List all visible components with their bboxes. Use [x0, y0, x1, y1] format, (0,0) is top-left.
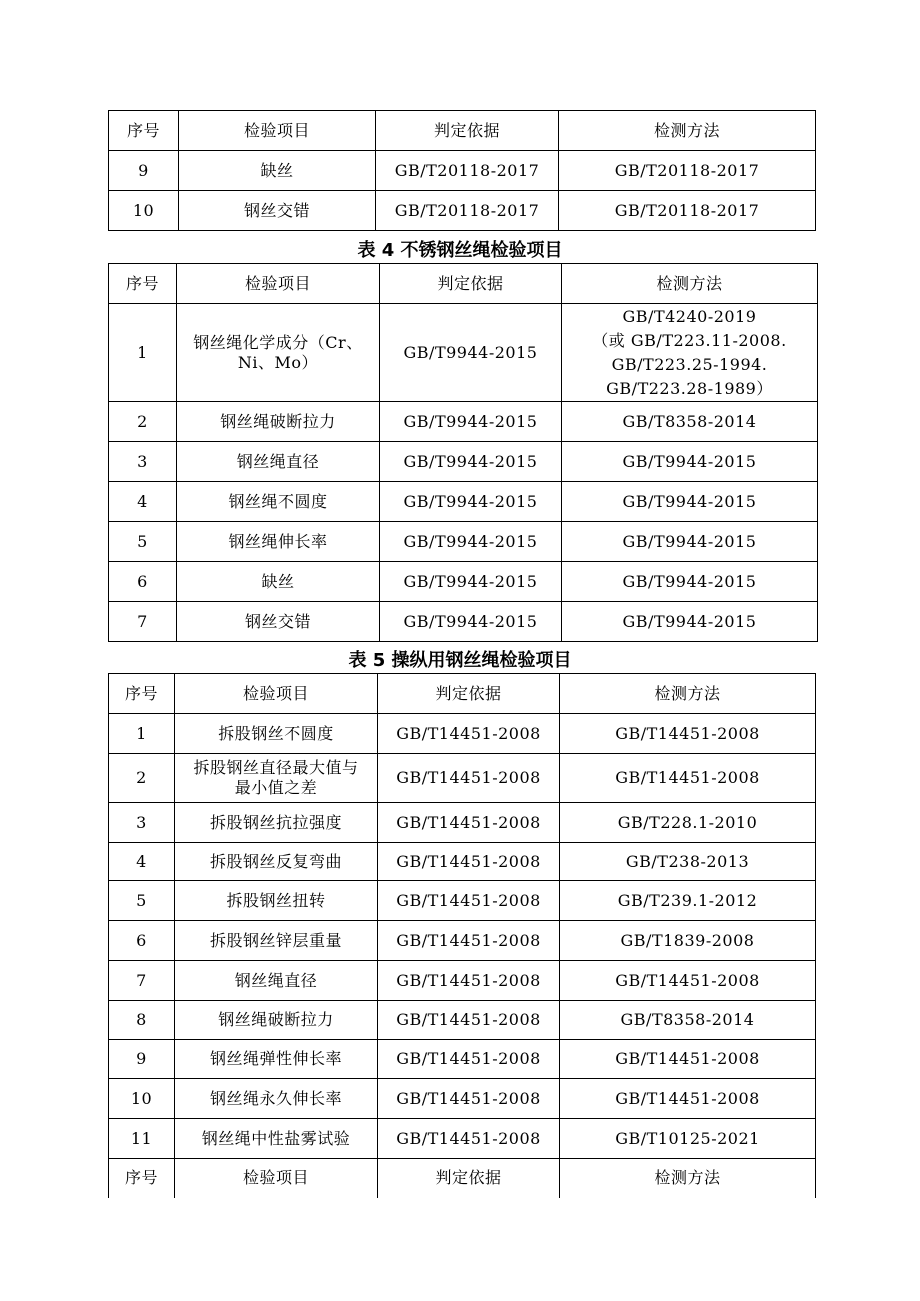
cell-method: GB/T9944-2015 — [562, 522, 818, 562]
table-row — [109, 843, 816, 881]
cell-method: GB/T10125-2021 — [560, 1119, 816, 1159]
table5-caption: 表 5 操纵用钢丝绳检验项目 — [348, 650, 572, 671]
cell-seq: 10 — [109, 191, 179, 231]
table-row — [109, 151, 816, 191]
header-basis: 判定依据 — [376, 111, 559, 151]
cell-seq: 9 — [109, 151, 179, 191]
cell-basis: GB/T20118-2017 — [376, 151, 559, 191]
cell-basis: GB/T14451-2008 — [378, 961, 560, 1001]
cell-method: GB/T239.1-2012 — [560, 881, 816, 921]
cell-item: 钢丝交错 — [179, 191, 376, 231]
table-row — [109, 402, 818, 442]
cell-basis: GB/T9944-2015 — [380, 562, 562, 602]
table-row — [109, 803, 816, 843]
cell-item: 钢丝绳破断拉力 — [175, 1001, 378, 1040]
cell-method — [562, 304, 818, 402]
table-row — [109, 754, 816, 803]
cell-seq: 2 — [109, 402, 177, 442]
cell-item: 钢丝绳中性盐雾试验 — [175, 1119, 378, 1159]
cell-item: 拆股钢丝扭转 — [175, 881, 378, 921]
table-row — [109, 1040, 816, 1079]
cell-basis: GB/T9944-2015 — [380, 304, 562, 402]
cell-method: GB/T238-2013 — [560, 843, 816, 881]
cell-method: GB/T8358-2014 — [562, 402, 818, 442]
cell-basis: GB/T20118-2017 — [376, 191, 559, 231]
header-item: 检验项目 — [177, 264, 380, 304]
cell-basis: GB/T14451-2008 — [378, 1079, 560, 1119]
header-basis: 判定依据 — [380, 264, 562, 304]
header-method: 检测方法 — [560, 674, 816, 714]
table-row — [109, 1079, 816, 1119]
header-seq: 序号 — [109, 111, 179, 151]
cell-basis: GB/T14451-2008 — [378, 714, 560, 754]
cell-item: 拆股钢丝不圆度 — [175, 714, 378, 754]
table-row — [109, 522, 818, 562]
table4 — [108, 263, 818, 642]
cell-basis: GB/T14451-2008 — [378, 1001, 560, 1040]
cell-item: 拆股钢丝反复弯曲 — [175, 843, 378, 881]
header-seq: 序号 — [109, 1159, 175, 1198]
cell-method-line: GB/T223.28-1989） — [606, 378, 773, 398]
cell-seq: 9 — [109, 1040, 175, 1079]
table-row — [109, 1001, 816, 1040]
cell-method-line: GB/T4240-2019 — [622, 306, 757, 326]
cell-item: 缺丝 — [179, 151, 376, 191]
cell-seq: 1 — [109, 304, 177, 402]
table-row — [109, 482, 818, 522]
cell-method: GB/T1839-2008 — [560, 921, 816, 961]
cell-method: GB/T14451-2008 — [560, 714, 816, 754]
cell-basis: GB/T14451-2008 — [378, 803, 560, 843]
cell-seq: 2 — [109, 754, 175, 803]
header-method: 检测方法 — [562, 264, 818, 304]
cell-seq: 7 — [109, 961, 175, 1001]
cell-basis: GB/T9944-2015 — [380, 442, 562, 482]
cell-basis: GB/T14451-2008 — [378, 1040, 560, 1079]
cell-method: GB/T14451-2008 — [560, 961, 816, 1001]
cell-basis: GB/T14451-2008 — [378, 1119, 560, 1159]
header-basis: 判定依据 — [378, 674, 560, 714]
cell-method: GB/T228.1-2010 — [560, 803, 816, 843]
cell-basis: GB/T9944-2015 — [380, 482, 562, 522]
table-row — [109, 714, 816, 754]
cell-seq: 11 — [109, 1119, 175, 1159]
cell-basis: GB/T14451-2008 — [378, 754, 560, 803]
cell-basis: GB/T9944-2015 — [380, 602, 562, 642]
cell-item-line: 最小值之差 — [234, 778, 318, 797]
header-method: 检测方法 — [559, 111, 816, 151]
cell-basis: GB/T14451-2008 — [378, 881, 560, 921]
cell-item-line: 拆股钢丝直径最大值与 — [193, 758, 359, 777]
cell-method-line: （或 GB/T223.11-2008. — [592, 330, 787, 350]
cell-basis: GB/T14451-2008 — [378, 843, 560, 881]
cell-seq: 4 — [109, 482, 177, 522]
cell-seq: 5 — [109, 881, 175, 921]
cell-method: GB/T20118-2017 — [559, 151, 816, 191]
cell-item — [177, 304, 380, 402]
header-basis: 判定依据 — [378, 1159, 560, 1198]
table-header-row — [109, 674, 816, 714]
header-item: 检验项目 — [179, 111, 376, 151]
cell-item: 钢丝绳直径 — [177, 442, 380, 482]
cell-seq: 10 — [109, 1079, 175, 1119]
cell-method: GB/T9944-2015 — [562, 602, 818, 642]
cell-seq: 6 — [109, 921, 175, 961]
table-header-row-repeat — [109, 1159, 816, 1198]
table-row — [109, 602, 818, 642]
cell-seq: 3 — [109, 442, 177, 482]
table-row — [109, 304, 818, 402]
table-row — [109, 881, 816, 921]
table-row — [109, 1119, 816, 1159]
cell-method: GB/T14451-2008 — [560, 1040, 816, 1079]
cell-item: 钢丝绳破断拉力 — [177, 402, 380, 442]
cell-seq: 1 — [109, 714, 175, 754]
cell-method: GB/T14451-2008 — [560, 754, 816, 803]
cell-item-line: Ni、Mo） — [237, 352, 319, 372]
table-row — [109, 191, 816, 231]
cell-item-line: 钢丝绳化学成分（Cr、 — [193, 332, 363, 352]
cell-basis: GB/T9944-2015 — [380, 522, 562, 562]
cell-item — [175, 754, 378, 803]
cell-seq: 4 — [109, 843, 175, 881]
cell-seq: 7 — [109, 602, 177, 642]
cell-item: 钢丝绳伸长率 — [177, 522, 380, 562]
header-seq: 序号 — [109, 264, 177, 304]
table4-caption: 表 4 不锈钢丝绳检验项目 — [357, 240, 563, 261]
header-item: 检验项目 — [175, 1159, 378, 1198]
table-row — [109, 961, 816, 1001]
cell-method: GB/T9944-2015 — [562, 482, 818, 522]
cell-item: 缺丝 — [177, 562, 380, 602]
table-row — [109, 562, 818, 602]
cell-method: GB/T14451-2008 — [560, 1079, 816, 1119]
table-continued — [108, 110, 816, 231]
cell-method: GB/T20118-2017 — [559, 191, 816, 231]
cell-method: GB/T9944-2015 — [562, 562, 818, 602]
cell-method: GB/T9944-2015 — [562, 442, 818, 482]
cell-method: GB/T8358-2014 — [560, 1001, 816, 1040]
cell-item: 钢丝绳弹性伸长率 — [175, 1040, 378, 1079]
cell-seq: 8 — [109, 1001, 175, 1040]
cell-method-line: GB/T223.25-1994. — [611, 354, 768, 374]
table-header-row — [109, 111, 816, 151]
cell-item: 拆股钢丝抗拉强度 — [175, 803, 378, 843]
cell-seq: 5 — [109, 522, 177, 562]
header-seq: 序号 — [109, 674, 175, 714]
cell-item: 拆股钢丝锌层重量 — [175, 921, 378, 961]
cell-item: 钢丝绳不圆度 — [177, 482, 380, 522]
cell-basis: GB/T14451-2008 — [378, 921, 560, 961]
cell-item: 钢丝交错 — [177, 602, 380, 642]
table-header-row — [109, 264, 818, 304]
cell-item: 钢丝绳永久伸长率 — [175, 1079, 378, 1119]
table-row — [109, 442, 818, 482]
cell-item: 钢丝绳直径 — [175, 961, 378, 1001]
cell-seq: 6 — [109, 562, 177, 602]
table-row — [109, 921, 816, 961]
cell-basis: GB/T9944-2015 — [380, 402, 562, 442]
header-method: 检测方法 — [560, 1159, 816, 1198]
cell-seq: 3 — [109, 803, 175, 843]
table5 — [108, 673, 816, 1198]
header-item: 检验项目 — [175, 674, 378, 714]
